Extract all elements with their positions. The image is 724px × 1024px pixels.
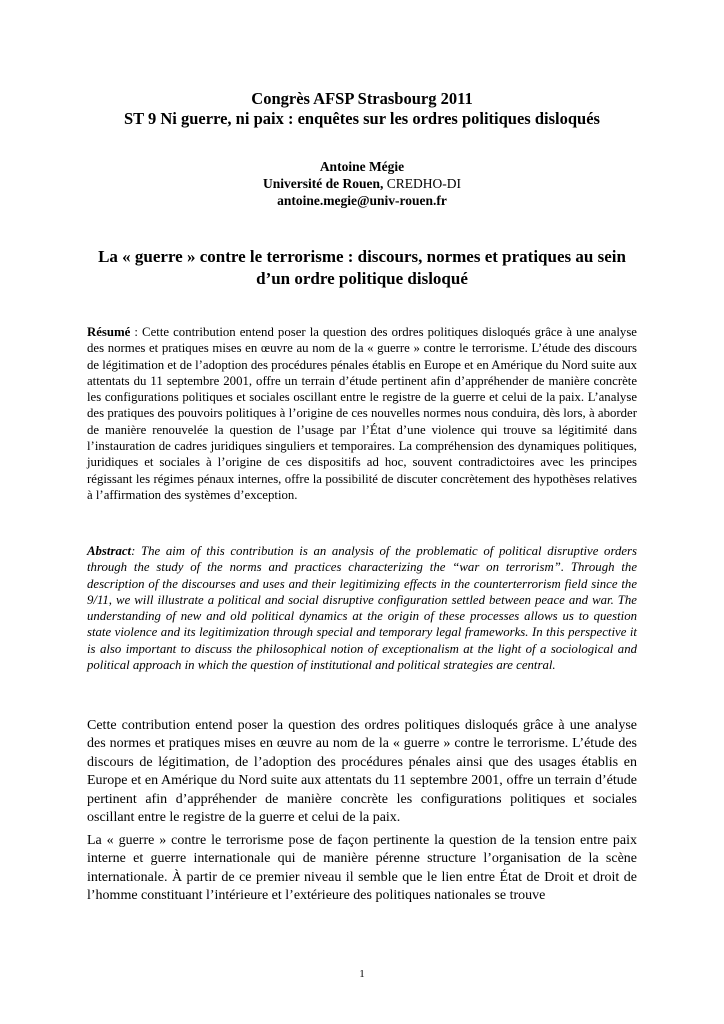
abstract-paragraph (87, 543, 637, 673)
author-block (60, 158, 664, 209)
author-email: antoine.megie@univ-rouen.fr (277, 193, 447, 208)
section-title: ST 9 Ni guerre, ni paix : enquêtes sur les ordres politiques disloqués (124, 109, 600, 128)
resume-label: Résumé (87, 325, 131, 339)
abstract-text: : The aim of this contribution is an analysis of the problematic of political disruptive orders through the study of the norms and practices characterizing the “war on terrorism”. Through the description of the discourses and uses and their legitimizing effects in the counterterrorism field since the 9/11, we will illustrate a political and social disruptive configuration settled between peace and war. The understanding of new and old political dynamics at the origin of these processes allows us to question state violence and its legitimization through special and temporary legal frameworks. In this perspective it is also important to discuss the philosophical notion of exceptionalism at the light of a sociological and political approach in which the question of institutional and political strategies are central. (87, 544, 637, 673)
paper-title: La « guerre » contre le terrorisme : discours, normes et pratiques au sein d’un ordre politique disloqué (98, 247, 626, 288)
congress-title: Congrès AFSP Strasbourg 2011 (251, 89, 473, 108)
author-name: Antoine Mégie (319, 159, 405, 174)
author-lab: CREDHO-DI (383, 176, 461, 191)
body-paragraph-1: Cette contribution entend poser la question des ordres politiques disloqués grâce à une analyse des normes et pratiques mises en œuvre au nom de la « guerre » contre le terrorisme. L’étude des discours de légitimation, de l’adoption des procédures pénales ainsi que des usages établis en Europe et en Amérique du Nord suite aux attentats du 11 septembre 2001, offre un terrain d’étude pertinent afin d’appréhender de manière concrète les configurations politiques et sociales oscillant entre le registre de la guerre et celui de la paix. (87, 718, 637, 826)
page-number: 1 (359, 968, 365, 980)
abstract-label: Abstract (87, 544, 132, 558)
author-university: Université de Rouen, (263, 176, 384, 191)
body-paragraph-2: La « guerre » contre le terrorisme pose de façon pertinente la question de la tension entre paix interne et guerre internationale qui de manière pérenne structure l’organisation de la scène internationale. À partir de ce premier niveau il semble que le lien entre État de Droit et droit de l’homme constituant l’intérieure et l’extérieure des politiques nationales se trouve (87, 833, 637, 904)
resume-paragraph (87, 324, 637, 503)
resume-text: : Cette contribution entend poser la question des ordres politiques disloqués grâce à une analyse des normes et pratiques mises en œuvre au nom de la « guerre » contre le terrorisme. L’étude des discours de légitimation et de l’adoption des procédures pénales établis en Europe et en Amérique du Nord suite aux attentats du 11 septembre 2001, offre un terrain d’étude pertinent afin d’appréhender de manière concrète les configurations politiques et sociales oscillant entre le registre de la guerre et celui de la paix. L’analyse des pratiques des pouvoirs politiques à l’origine de ces nouvelles normes nous conduira, dès lors, à aborder de manière renouvelée la question de l’usage par l’État d’une violence qui trouve sa légitimité dans l’instauration de cadres juridiques singuliers et temporaires. La compréhension des dynamiques politiques, juridiques et sociales à l’origine de ces dispositifs ad hoc, souvent contradictoires avec les principes régissant les régimes pénaux internes, offre la possibilité de discuter concrètement des hypothèses relatives à l’affirmation des systèmes d’exception. (87, 325, 637, 502)
